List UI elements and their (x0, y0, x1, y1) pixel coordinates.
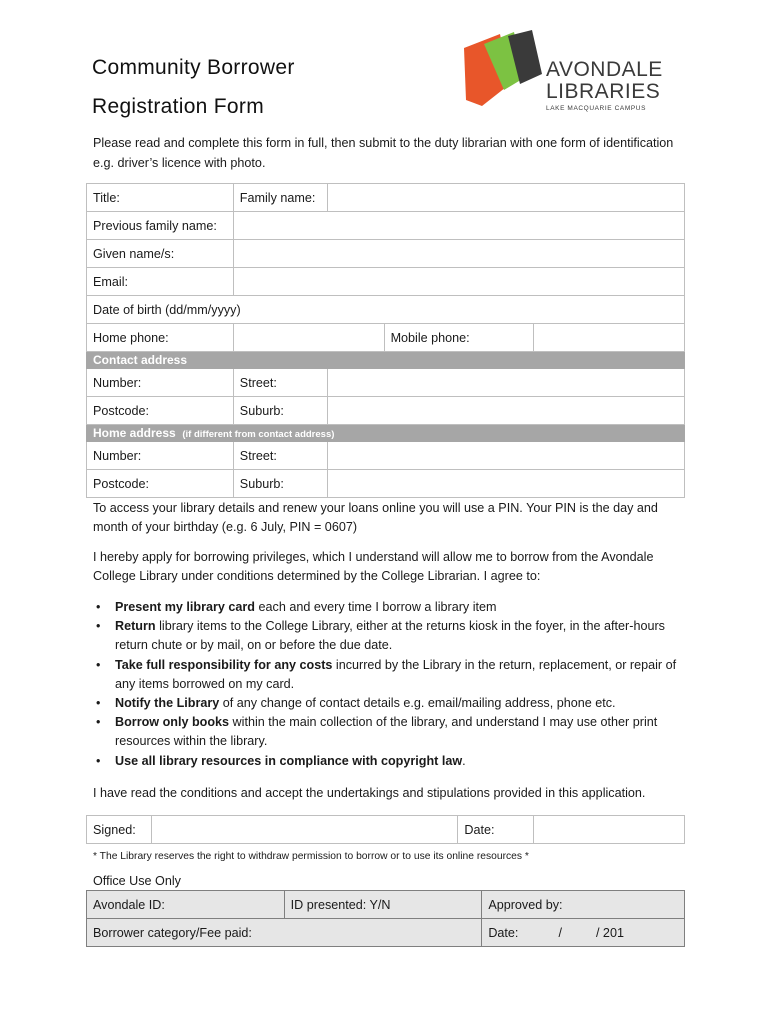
accept-text: I have read the conditions and accept the undertakings and stipulations provided in this application. (93, 786, 646, 800)
list-item: • Notify the Library of any change of contact details e.g. email/mailing address, phone etc. (93, 694, 693, 713)
contact-suburb-label: Suburb: (233, 397, 327, 425)
intro-text: Please read and complete this form in full, then submit to the duty librarian with one form of identification e.g. driver’s licence with photo. (93, 136, 674, 170)
office-date-cell[interactable] (482, 919, 685, 947)
bullet-icon: • (96, 715, 101, 730)
given-names-field[interactable] (233, 240, 684, 268)
mobile-phone-field[interactable] (534, 324, 685, 352)
approved-by-cell[interactable]: Approved by: (482, 891, 685, 919)
id-presented-cell[interactable]: ID presented: Y/N (284, 891, 482, 919)
previous-family-name-label: Previous family name: (87, 212, 234, 240)
bullet-icon: • (96, 696, 101, 711)
date-field[interactable] (534, 816, 685, 844)
contact-street-label: Street: (233, 369, 327, 397)
logo-brand-line1: AVONDALE (546, 58, 663, 81)
contact-street-field[interactable] (327, 369, 684, 397)
home-address-title: Home address (93, 426, 176, 440)
email-field[interactable] (233, 268, 684, 296)
office-date-slash: / (558, 925, 562, 940)
office-use-heading: Office Use Only (93, 874, 181, 888)
home-address-header (87, 425, 685, 442)
list-item: • Return library items to the College Library, either at the returns kiosk in the foyer, in the after-hours return chute or by mail, on or before the due date. (96, 619, 665, 653)
family-name-label: Family name: (233, 184, 327, 212)
page-title-line2: Registration Form (92, 95, 264, 118)
pin-text: To access your library details and renew your loans online you will use a PIN. Your PIN is the day and month of your birthday (e.g. 6 July, PIN = 0607) (93, 501, 658, 534)
borrower-category-cell[interactable]: Borrower category/Fee paid: (87, 919, 482, 947)
contact-address-header: Contact address (87, 352, 685, 369)
bullet-icon: • (96, 600, 101, 614)
list-item: • Present my library card each and every time I borrow a library item (93, 598, 693, 617)
list-item: • Take full responsibility for any costs incurred by the Library in the return, replacement, or repair of any items borrowed on my card. (96, 657, 677, 691)
dob-label: Date of birth (dd/mm/yyyy) (87, 296, 685, 324)
home-suburb-label: Suburb: (233, 470, 327, 498)
office-date-label: Date: (488, 925, 519, 940)
home-suburb-field[interactable] (327, 470, 684, 498)
home-street-label: Street: (233, 442, 327, 470)
contact-suburb-field[interactable] (327, 397, 684, 425)
registration-table (86, 183, 685, 498)
title-label: Title: (87, 184, 234, 212)
home-street-field[interactable] (327, 442, 684, 470)
signature-field[interactable] (151, 816, 457, 844)
office-date-year: / 201 (595, 925, 624, 940)
home-address-note: (if different from contact address) (182, 429, 335, 440)
avondale-libraries-logo (462, 26, 682, 112)
email-label: Email: (87, 268, 234, 296)
date-label: Date: (458, 816, 534, 844)
rules-list (93, 598, 693, 771)
signed-label: Signed: (87, 816, 152, 844)
contact-postcode-label: Postcode: (87, 397, 234, 425)
list-item: • Borrow only books within the main collection of the library, and understand I may use other print resources within the library. (96, 715, 658, 749)
previous-family-name-field[interactable] (233, 212, 684, 240)
bullet-icon: • (96, 657, 101, 672)
office-use-table (86, 890, 685, 947)
withdraw-note: * The Library reserves the right to withdraw permission to borrow or to use its online resources * (93, 851, 529, 862)
avondale-id-cell[interactable]: Avondale ID: (87, 891, 285, 919)
given-names-label: Given name/s: (87, 240, 234, 268)
logo-campus: LAKE MACQUARIE CAMPUS (546, 105, 647, 112)
signature-table (86, 815, 685, 844)
logo-brand-line2: LIBRARIES (546, 80, 661, 103)
list-item: • Use all library resources in compliance with copyright law. (93, 752, 693, 771)
home-postcode-label: Postcode: (87, 470, 234, 498)
home-phone-label: Home phone: (87, 324, 234, 352)
apply-text: I hereby apply for borrowing privileges, which I understand will allow me to borrow from the Avondale College Library under conditions determined by the College Librarian. I agree to: (93, 550, 654, 583)
page-title-line1: Community Borrower (92, 56, 295, 79)
bullet-icon: • (96, 753, 101, 768)
contact-number-label: Number: (87, 369, 234, 397)
home-phone-field[interactable] (233, 324, 384, 352)
bullet-icon: • (96, 619, 101, 634)
home-number-label: Number: (87, 442, 234, 470)
family-name-field[interactable] (327, 184, 684, 212)
mobile-phone-label: Mobile phone: (384, 324, 534, 352)
